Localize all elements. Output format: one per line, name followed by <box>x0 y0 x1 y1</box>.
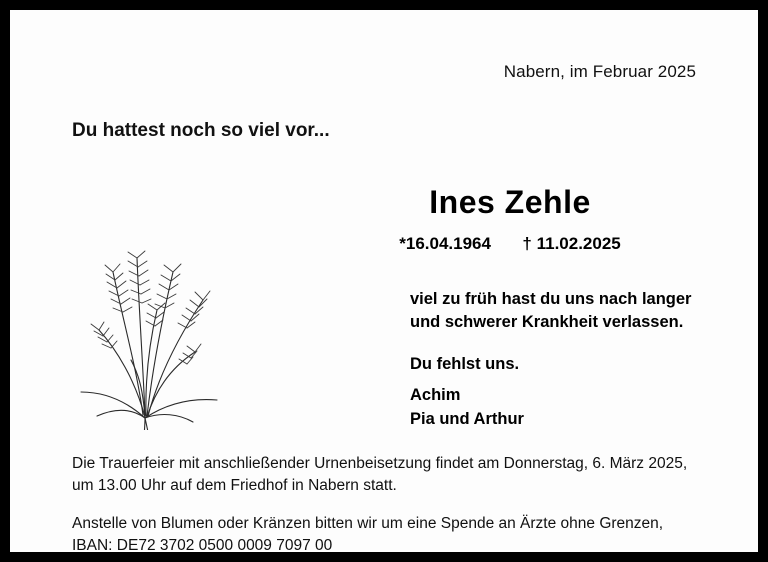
lead-line: Du hattest noch so viel vor... <box>72 120 330 141</box>
deceased-name: Ines Zehle <box>429 184 591 220</box>
birth-date: *16.04.1964 <box>399 234 491 254</box>
name-block <box>310 185 710 254</box>
death-date: † 11.02.2025 <box>522 234 621 254</box>
place-and-date: Nabern, im Februar 2025 <box>503 62 696 81</box>
funeral-line-1: Die Trauerfeier mit anschließender Urnenbeisetzung findet am Donnerstag, 6. März 2025, <box>72 455 688 472</box>
obituary-inner <box>10 10 758 552</box>
footer-details <box>72 453 712 557</box>
life-dates <box>310 234 710 254</box>
message-line-2: und schwerer Krankheit verlassen. <box>410 313 684 332</box>
grass-plant-illustration-icon <box>65 160 265 430</box>
memorial-message <box>410 288 720 376</box>
survivors-list <box>410 384 524 432</box>
funeral-details <box>72 453 712 497</box>
survivor-name-2: Pia und Arthur <box>410 409 524 428</box>
donation-iban: IBAN: DE72 3702 0500 0009 7097 00 <box>72 537 333 554</box>
donation-line-1: Anstelle von Blumen oder Kränzen bitten wir um eine Spende an Ärzte ohne Grenzen, <box>72 515 664 532</box>
funeral-line-2: um 13.00 Uhr auf dem Friedhof in Nabern statt. <box>72 477 397 494</box>
message-paragraph-1 <box>410 288 720 335</box>
survivor-name-1: Achim <box>410 386 461 404</box>
message-line-1: viel zu früh hast du uns nach langer <box>410 290 692 308</box>
donation-details <box>72 513 712 557</box>
message-paragraph-2: Du fehlst uns. <box>410 354 520 373</box>
